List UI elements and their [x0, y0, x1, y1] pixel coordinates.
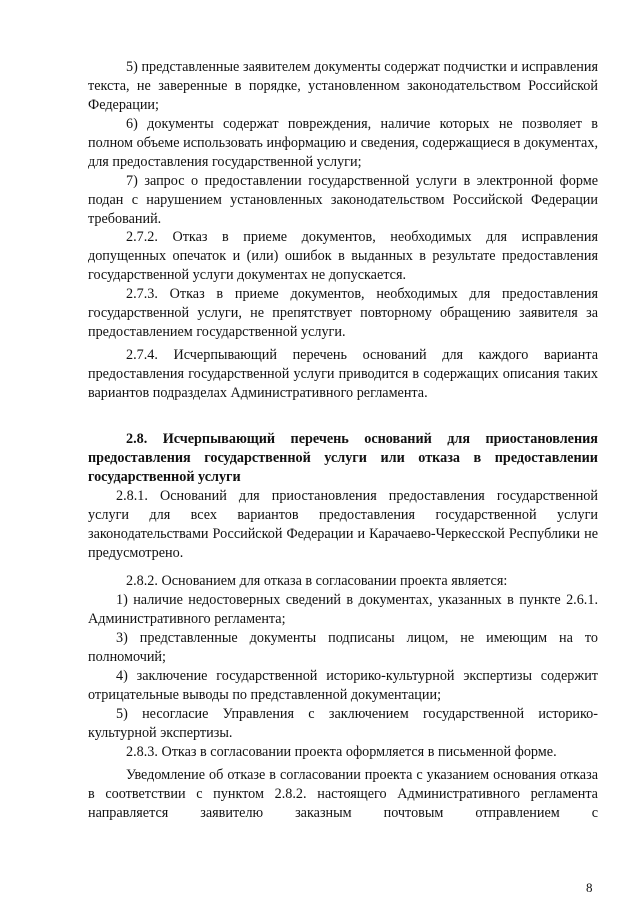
list-item: 6) документы содержат повреждения, наличие которых не позволяет в полном объеме использовать информацию и сведения, содержащиеся в документах, для предоставления государственной услуги;	[88, 116, 598, 170]
list-item: 1) наличие недостоверных сведений в документах, указанных в пункте 2.6.1. Административного регламента;	[88, 592, 598, 627]
paragraph: 2.8.2. Основанием для отказа в согласовании проекта является:	[126, 573, 508, 589]
refusal-reasons-list-continued	[88, 58, 598, 229]
section-notice	[88, 766, 598, 823]
section-heading: 2.8. Исчерпывающий перечень оснований для приостановления предоставления государственной услуги или отказа в предоставлении государственной услуги	[88, 431, 598, 485]
paragraph: 2.8.1. Оснований для приостановления предоставления государственной услуги для всех вариантов предоставления государственной услуги законодательствами Российской Федерации и Карачаево-Черкесской Республики не предусмотрено.	[88, 488, 598, 561]
section-2-8	[88, 430, 598, 563]
page-number: 8	[586, 880, 593, 895]
list-item: 7) запрос о предоставлении государственной услуги в электронной форме подан с нарушением установленных законодательством Российской Федерации требований.	[88, 173, 598, 227]
section-2-7-4	[88, 346, 598, 403]
section-2-7-2	[88, 228, 598, 342]
list-item: 5) представленные заявителем документы содержат подчистки и исправления текста, не заверенные в порядке, установленном законодательством Российской Федерации;	[88, 59, 598, 113]
paragraph: Уведомление об отказе в согласовании проекта с указанием основания отказа в соответствии с пунктом 2.8.2. настоящего Административного регламента направляется заявителю заказным почтовым отправлением с	[88, 767, 598, 821]
list-item: 5) несогласие Управления с заключением государственной историко-культурной экспертизы.	[88, 706, 598, 741]
paragraph: 2.8.3. Отказ в согласовании проекта оформляется в письменной форме.	[126, 744, 557, 760]
list-item: 3) представленные документы подписаны лицом, не имеющим на то полномочий;	[88, 630, 598, 665]
section-2-8-2	[88, 572, 598, 762]
paragraph: 2.7.2. Отказ в приеме документов, необходимых для исправления допущенных опечаток и (или) ошибок в выданных в результате предоставления государственной услуги документах не допускается.	[88, 229, 598, 283]
list-item: 4) заключение государственной историко-культурной экспертизы содержит отрицательные выводы по представленной документации;	[88, 668, 598, 703]
paragraph: 2.7.3. Отказ в приеме документов, необходимых для предоставления государственной услуги, не препятствует повторному обращению заявителя за предоставлением государственной услуги.	[88, 286, 598, 340]
paragraph: 2.7.4. Исчерпывающий перечень оснований для каждого варианта предоставления государственной услуги приводится в содержащих описания таких вариантов подразделах Административного регламента.	[88, 347, 598, 401]
